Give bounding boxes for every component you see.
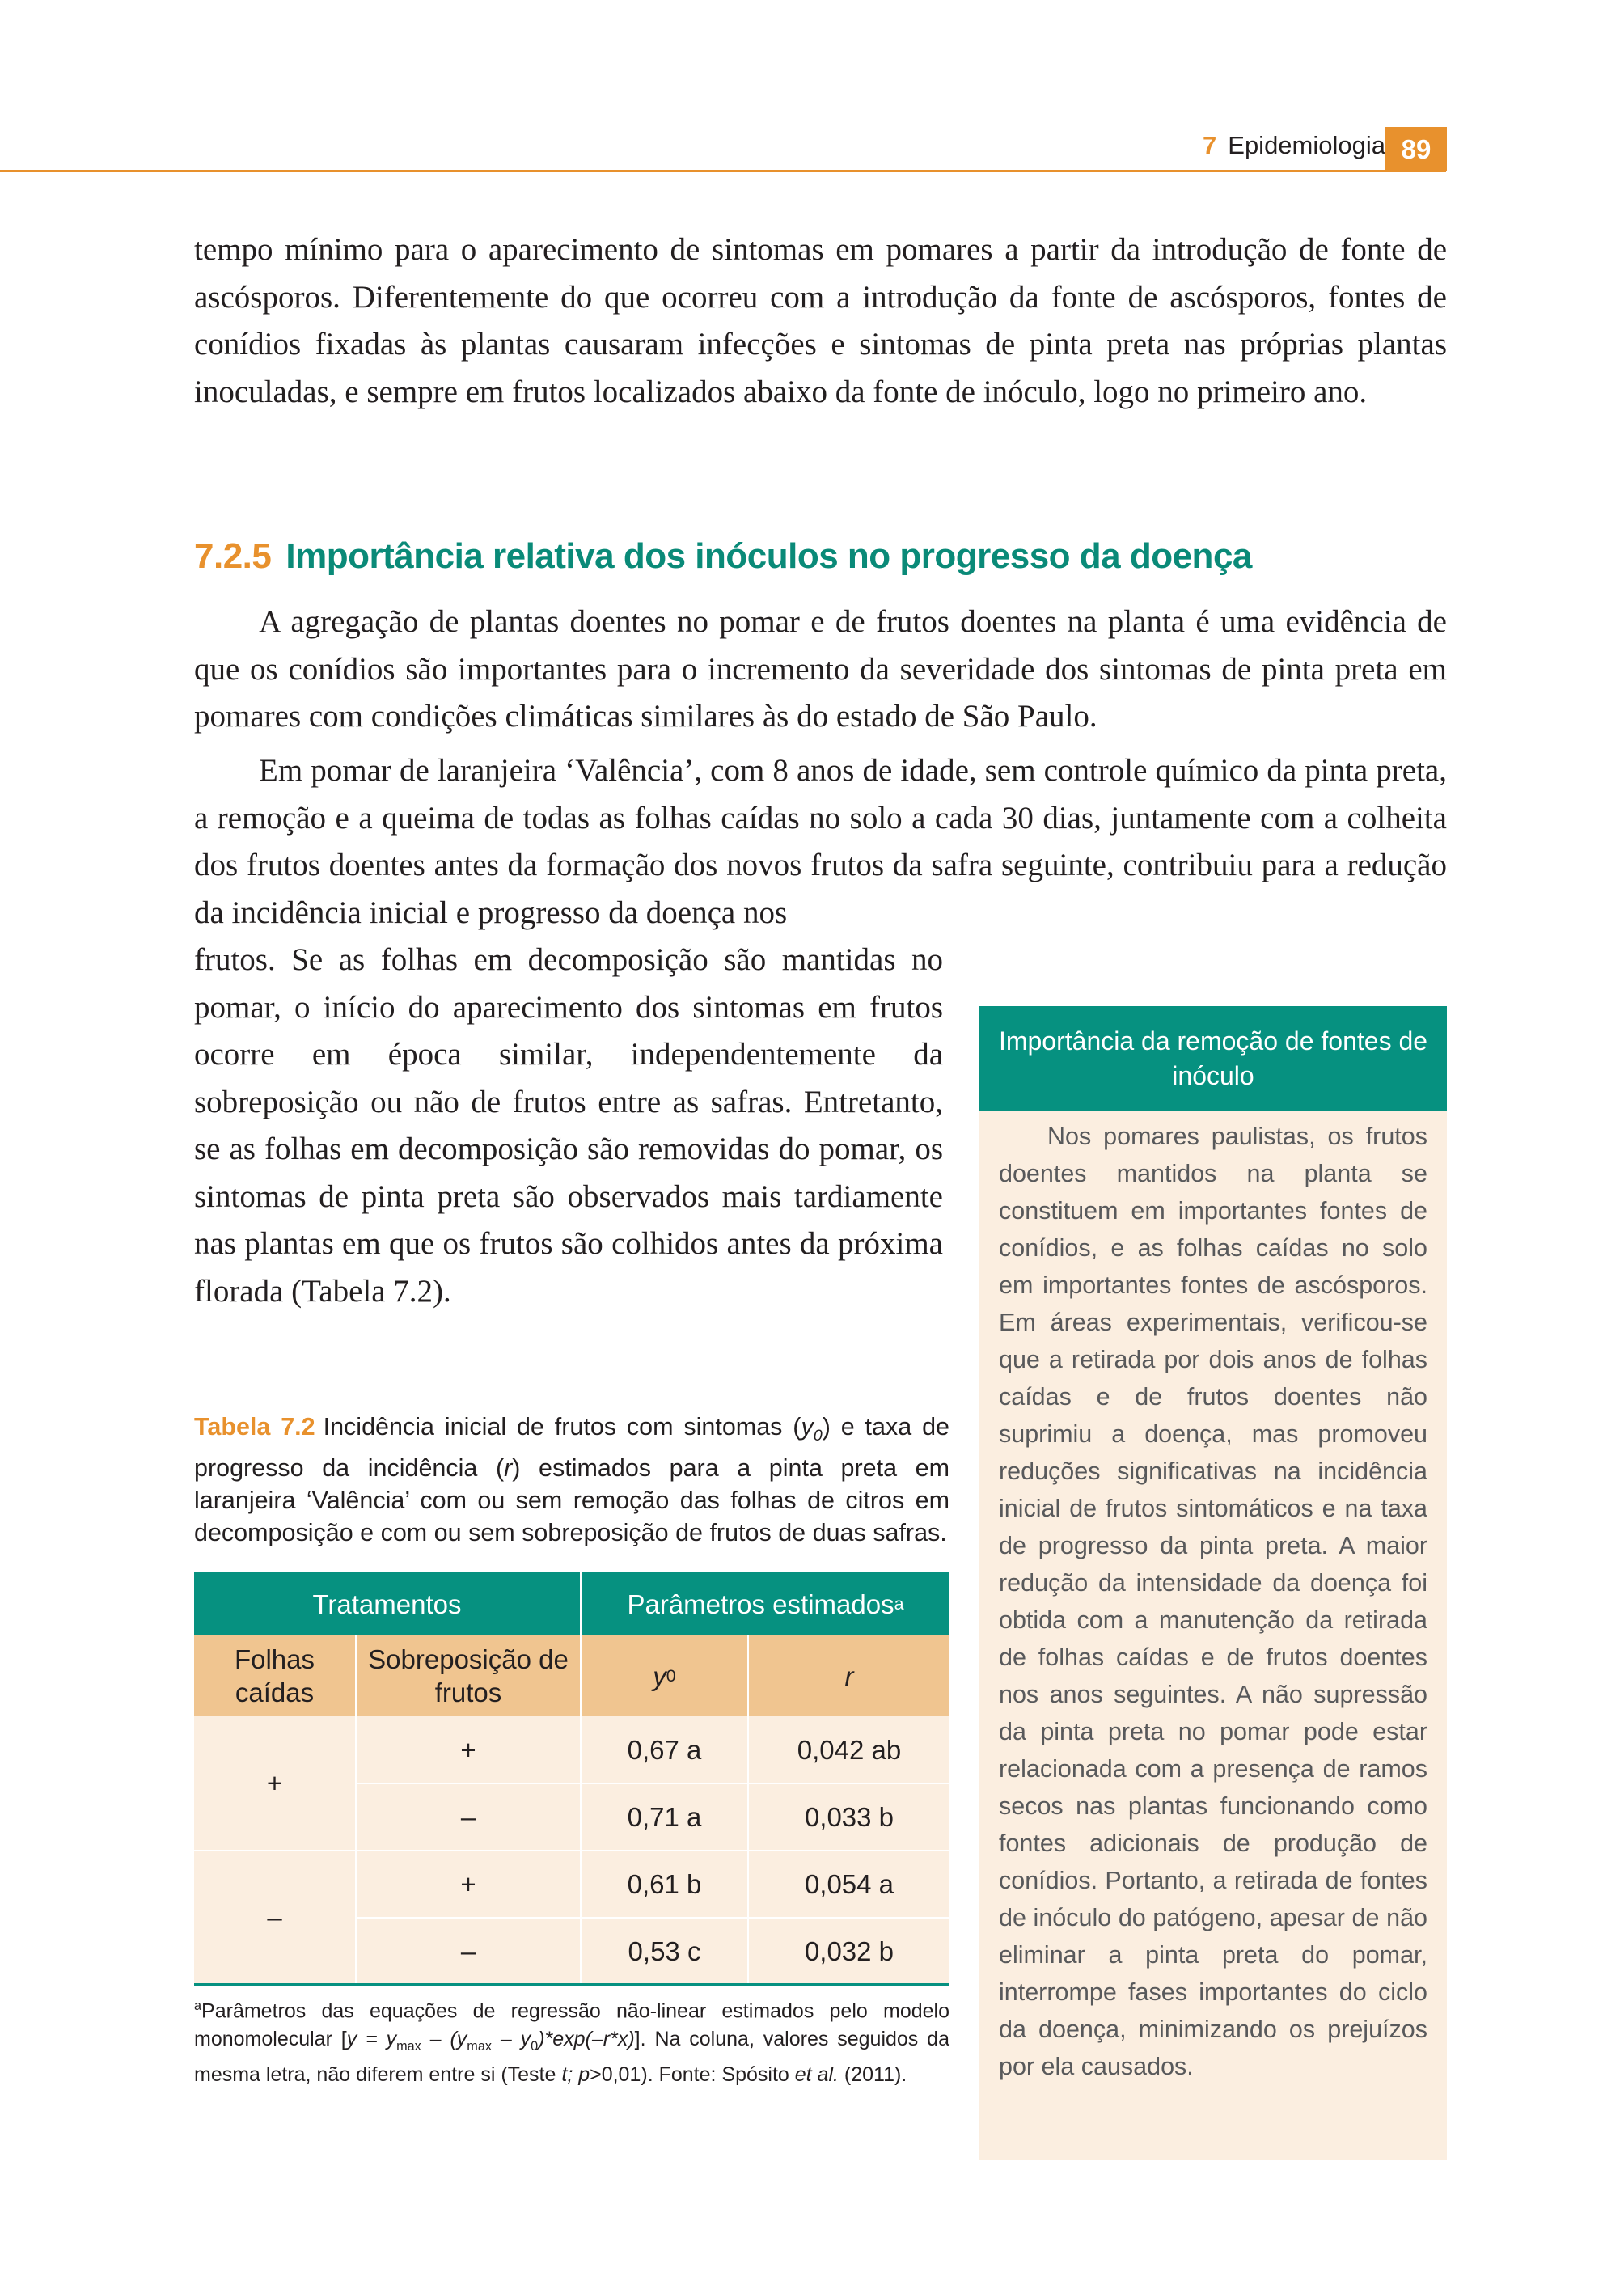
table-body (194, 1716, 949, 1983)
caption-text: ) e taxa de progresso da incidência ( (194, 1413, 949, 1483)
paragraph-3: Em pomar de laranjeira ‘Valência’, com 8 anos de idade, sem controle químico da pinta preta, a remoção e a queima de todas as folhas caídas no solo a cada 30 dias, juntamente com a colheita dos frutos doentes antes da formação dos novos frutos da safra seguinte, contribuiu para a redução da incidência inicial e progresso da doença nos (194, 753, 1447, 930)
col-y0-sub: 0 (666, 1665, 676, 1686)
table-header-row (194, 1572, 949, 1635)
footnote-formula: – (y (421, 2028, 467, 2051)
box-title: Importância da remoção de fontes de inóculo (979, 1006, 1447, 1111)
caption-y0: y (801, 1413, 814, 1441)
chapter-number: 7 (1203, 131, 1217, 159)
table-bottom-rule (194, 1983, 949, 1986)
footnote-text: (2011). (838, 2063, 907, 2087)
section-heading (194, 536, 1252, 577)
col-overlap: Sobreposição de frutos (368, 1644, 569, 1707)
paragraph-2: A agregação de plantas doentes no pomar e de frutos doentes na planta é uma evidência de que os conídios são importantes para o incremento da severidade dos sintomas de pinta preta em pomares com condições climáticas similares às do estado de São Paulo. (194, 604, 1447, 734)
caption-y0-sub: 0 (813, 1427, 823, 1445)
footnote-text: >0,01). Fonte: Spósito (590, 2063, 795, 2087)
header-params-label: Parâmetros estimados (627, 1589, 894, 1619)
table-cell-r: 0,054 a (804, 1869, 894, 1899)
page-number: 89 (1385, 127, 1447, 171)
table-cell-r: 0,033 b (804, 1802, 894, 1832)
table-footnote (194, 1992, 949, 2089)
table-cell-y0: 0,53 c (628, 1936, 701, 1966)
running-header (0, 0, 1624, 171)
col-r (749, 1635, 949, 1716)
table-cell-overlap: + (460, 1869, 476, 1899)
table-cell-overlap: – (460, 1802, 476, 1832)
footnote-formula: – y (491, 2028, 531, 2051)
table-cell-y0: 0,71 a (627, 1802, 702, 1832)
table-cell-r: 0,032 b (804, 1936, 894, 1966)
caption-r: r (504, 1454, 513, 1483)
section-number: 7.2.5 (194, 536, 272, 576)
highlight-box (979, 1006, 1447, 2160)
paragraph-3-continued: frutos. Se as folhas em decomposição são mantidas no pomar, o início do aparecimento dos sintomas em frutos ocorre em época similar, independentemente da sobreposição ou não de frutos entre as safras. Entretanto, se as folhas em decomposição são removidas do pomar, os sintomas de pinta preta são observados mais tardiamente nas plantas em que os frutos são colhidos antes da próxima florada (Tabela 7.2). (194, 942, 943, 1309)
footnote-text: ]. Na coluna, valores seguidos da mesma letra, não diferem entre si (Teste (194, 2028, 949, 2087)
col-r-label: r (844, 1661, 854, 1691)
box-body: Nos pomares paulistas, os frutos doentes mantidos na planta se constituem em importantes fontes de conídios, e as folhas caídas no solo em importantes fontes de ascósporos. Em áreas experimentais, verificou-se que a retirada por dois anos de folhas caídas e de frutos doentes não suprimiu a doença, mas promoveu reduções significativas na incidência inicial de frutos sintomáticos e na taxa de progresso da pinta preta. A maior redução da intensidade da doença foi obtida com a manutenção da retirada de folhas caídas e de frutos doentes nos anos seguintes. A não supressão da pinta preta no pomar pode estar relacionada com a presença de ramos secos nas plantas funcionando como fontes adicionais de produção de conídios. Portanto, a retirada de fontes de inóculo do patógeno, apesar de não eliminar a pinta preta do pomar, interrompe fases importantes do ciclo da doença, minimizando os prejuízos por ela causados. (999, 1123, 1427, 2080)
table-subheader-row (194, 1635, 949, 1716)
footnote-marker: a (194, 1999, 202, 2013)
table-cell-y0: 0,61 b (627, 1869, 702, 1899)
table-cell-overlap: + (460, 1734, 476, 1765)
footnote-p: ; p (567, 2063, 590, 2087)
table-cell-leaves: + (266, 1768, 283, 1798)
table-cell-r: 0,042 ab (797, 1734, 902, 1765)
table-cell-overlap: – (460, 1936, 476, 1966)
header-divider (0, 170, 1446, 172)
footnote-t: t (561, 2063, 568, 2087)
paragraph-1: tempo mínimo para o aparecimento de sintomas em pomares a partir da introdução de fonte de ascósporos. Diferentemente do que ocorreu com a introdução da fonte de ascósporos, fontes de conídios fixadas às plantas causaram infecções e sintomas de pinta preta nas próprias plantas inoculadas, e sempre em frutos localizados abaixo da fonte de inóculo, logo no primeiro ano. (194, 232, 1447, 409)
col-y0-label: y (653, 1661, 666, 1691)
section-title: Importância relativa dos inóculos no progresso da doença (285, 536, 1252, 576)
footnote-sub: max (467, 2039, 492, 2054)
table-label: Tabela 7.2 (194, 1413, 315, 1441)
footnote-etal: et al. (794, 2063, 839, 2087)
footnote-formula: y = y (346, 2028, 397, 2051)
chapter-title: Epidemiologia (1228, 131, 1385, 159)
col-leaves: Folhas caídas (234, 1644, 315, 1707)
column-divider (355, 1716, 357, 1983)
header-treatments: Tratamentos (312, 1589, 462, 1619)
footnote-text: Parâmetros das equações de regressão não-linear estimados pelo modelo monomolecular [ (194, 1999, 949, 2051)
caption-text: Incidência inicial de frutos com sintomas ( (323, 1413, 801, 1441)
column-divider (747, 1716, 749, 1983)
table-cell-y0: 0,67 a (627, 1734, 702, 1765)
caption-text: ) estimados para a pinta preta em laranjeira ‘Valência’ com ou sem remoção das folhas de citros em decomposição e com ou sem sobreposição de frutos de duas safras. (194, 1454, 949, 1547)
footnote-formula: )*exp(–r*x) (538, 2028, 635, 2051)
col-y0 (582, 1635, 747, 1716)
table-cell-leaves: – (267, 1902, 282, 1932)
footnote-sub: max (396, 2039, 421, 2054)
column-divider (580, 1716, 582, 1983)
header-params (582, 1572, 949, 1635)
header-params-sup: a (894, 1593, 904, 1614)
table-caption (194, 1411, 949, 1549)
chapter-header (1203, 131, 1385, 160)
footnote-sub: 0 (531, 2039, 539, 2054)
